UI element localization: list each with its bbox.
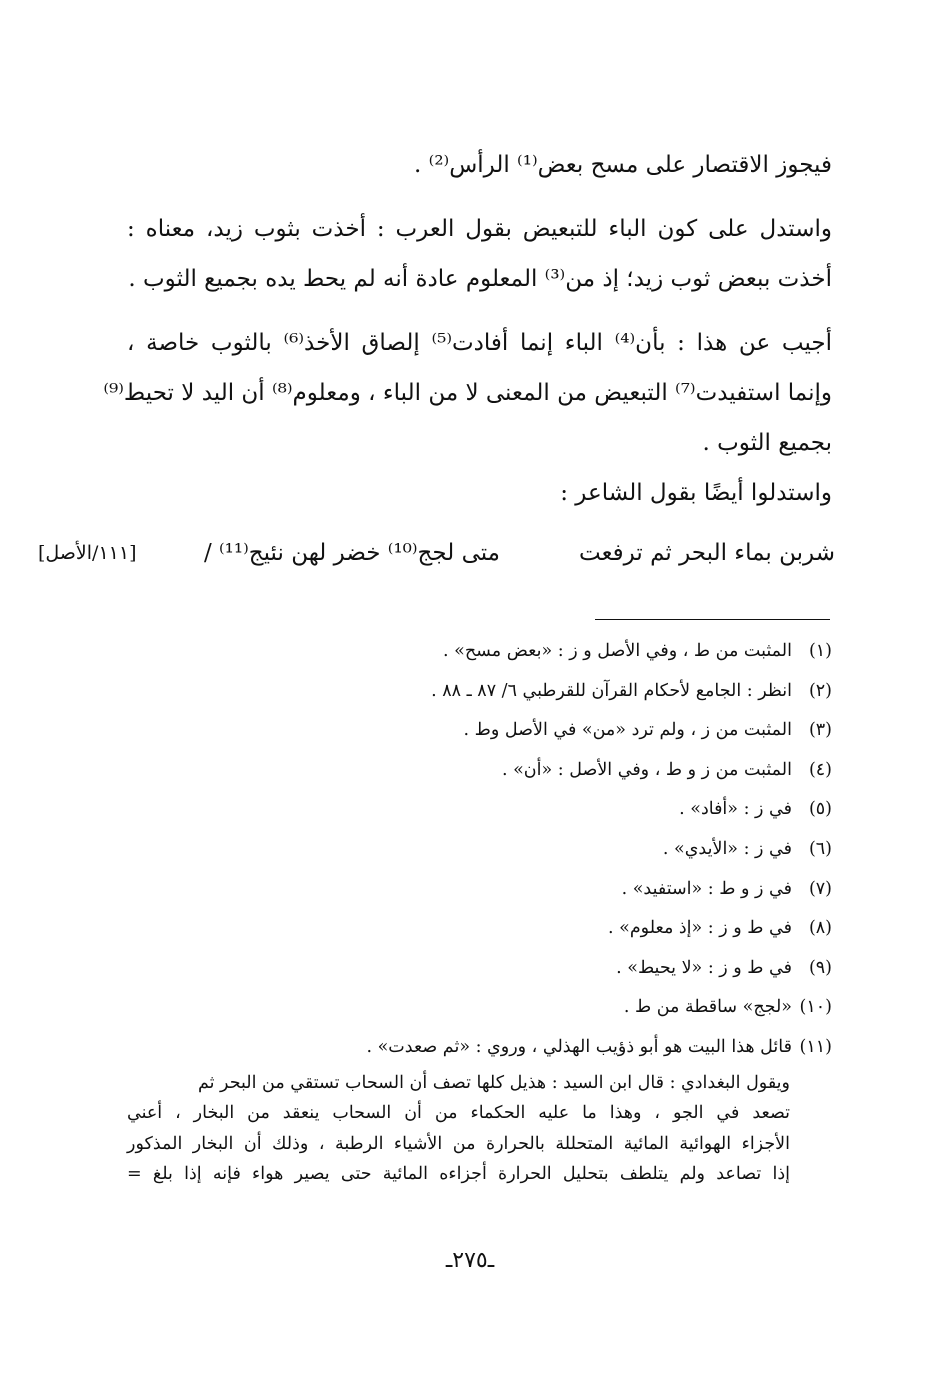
text-line: أجيب عن هذا : بأن⁽⁴⁾ الباء إنما أفادت⁽⁵⁾ إلصاق الأخذ⁽⁶⁾ بالثوب خاصة ، bbox=[127, 330, 832, 356]
poem-verse bbox=[130, 528, 835, 578]
text-line: فيجوز الاقتصار على مسح بعض⁽¹⁾ الرأس⁽²⁾ . bbox=[414, 152, 832, 178]
footnote bbox=[127, 988, 832, 1028]
text-line: واستدلوا أيضًا بقول الشاعر : bbox=[560, 480, 832, 506]
footnote-separator bbox=[595, 619, 830, 620]
footnote bbox=[127, 909, 832, 949]
footnote-line: تصعد في الجو ، وهذا ما عليه الحكماء من أن السحاب ينعقد من البخار ، أعني bbox=[127, 1103, 790, 1124]
footnote-number: (٩) bbox=[808, 957, 832, 978]
footnote-text: المثبت من ط ، وفي الأصل و ز : «بعض مسح» . bbox=[443, 641, 792, 661]
text-line: واستدل على كون الباء للتبعيض بقول العرب : أخذت بثوب زيد، معناه : bbox=[127, 216, 832, 242]
footnote bbox=[127, 632, 832, 672]
footnote-number: (٨) bbox=[808, 918, 832, 939]
footnote-continuation bbox=[127, 1068, 832, 1190]
footnote-number: (١٠) bbox=[799, 997, 832, 1018]
footnote-text: في ز و ط : «استفيد» . bbox=[621, 878, 792, 899]
footnote bbox=[127, 1028, 832, 1068]
footnote-text: في ط و ز : «لا يحيط» . bbox=[616, 957, 792, 978]
page-number: ـ٢٧٥ـ bbox=[445, 1248, 495, 1273]
text-line: وإنما استفيدت⁽⁷⁾ التبعيض من المعنى لا من الباء ، ومعلوم⁽⁸⁾ أن اليد لا تحيط⁽⁹⁾ bbox=[103, 380, 832, 406]
footnote-number: (٦) bbox=[808, 838, 832, 859]
main-text bbox=[103, 140, 832, 518]
footnote-text: المثبت من ز و ط ، وفي الأصل : «أن» . bbox=[501, 759, 792, 780]
footnote bbox=[127, 830, 832, 870]
footnote-text: في ز : «أفاد» . bbox=[679, 799, 792, 820]
footnote-number: (١١) bbox=[799, 1036, 832, 1057]
text-line: أخذت ببعض ثوب زيد؛ إذ من⁽³⁾ المعلوم عادة أنه لم يحط يده بجميع الثوب . bbox=[128, 266, 832, 292]
footnote bbox=[127, 711, 832, 751]
footnote-text: «لجج» ساقطة من ط . bbox=[623, 997, 792, 1018]
footnote-number: (٣) bbox=[808, 720, 832, 741]
footnote bbox=[127, 949, 832, 989]
poem-first-hemistich: شربن بماء البحر ثم ترفعت bbox=[579, 540, 835, 566]
footnote bbox=[127, 790, 832, 830]
footnote bbox=[127, 751, 832, 791]
footnote bbox=[127, 672, 832, 712]
footnote-text: في ط و ز : «إذ معلوم» . bbox=[608, 918, 792, 939]
footnote-line: ويقول البغدادي : قال ابن السيد : هذيل كلها تصف أن السحاب تستقي من البحر ثم bbox=[197, 1072, 790, 1093]
poem-second-hemistich: متى لجج⁽¹⁰⁾ خضر لهن نئيج⁽¹¹⁾ / bbox=[203, 540, 500, 566]
footnote bbox=[127, 870, 832, 910]
footnote-text: المثبت من ز ، ولم ترد «من» في الأصل وط . bbox=[463, 720, 792, 741]
text-line: بجميع الثوب . bbox=[702, 430, 832, 456]
footnote-line: إذا تصاعد ولم يتلطف بتحليل الحرارة أجزاءه المائية حتى يصير هواء فإنه إذا بلغ = bbox=[127, 1164, 790, 1185]
footnotes bbox=[127, 632, 832, 1190]
footnote-text: قائل هذا البيت هو أبو ذؤيب الهذلي ، وروي : «ثم صعدت» . bbox=[366, 1036, 792, 1057]
footnote-number: (٧) bbox=[808, 878, 832, 899]
footnote-number: (١) bbox=[808, 641, 832, 661]
margin-reference: [١١١/الأصل] bbox=[38, 542, 137, 564]
footnote-line: الأجزاء الهوائية المائية المتحللة بالحرارة من الأشياء الرطبة ، وذلك أن البخار المذكور bbox=[127, 1133, 790, 1154]
footnote-number: (٢) bbox=[808, 680, 832, 701]
footnote-text: انظر : الجامع لأحكام القرآن للقرطبي ٦/ ٨٧ ـ ٨٨ . bbox=[431, 680, 792, 701]
footnote-text: في ز : «الأيدي» . bbox=[662, 838, 792, 859]
footnote-number: (٥) bbox=[808, 799, 832, 820]
footnote-number: (٤) bbox=[808, 759, 832, 780]
